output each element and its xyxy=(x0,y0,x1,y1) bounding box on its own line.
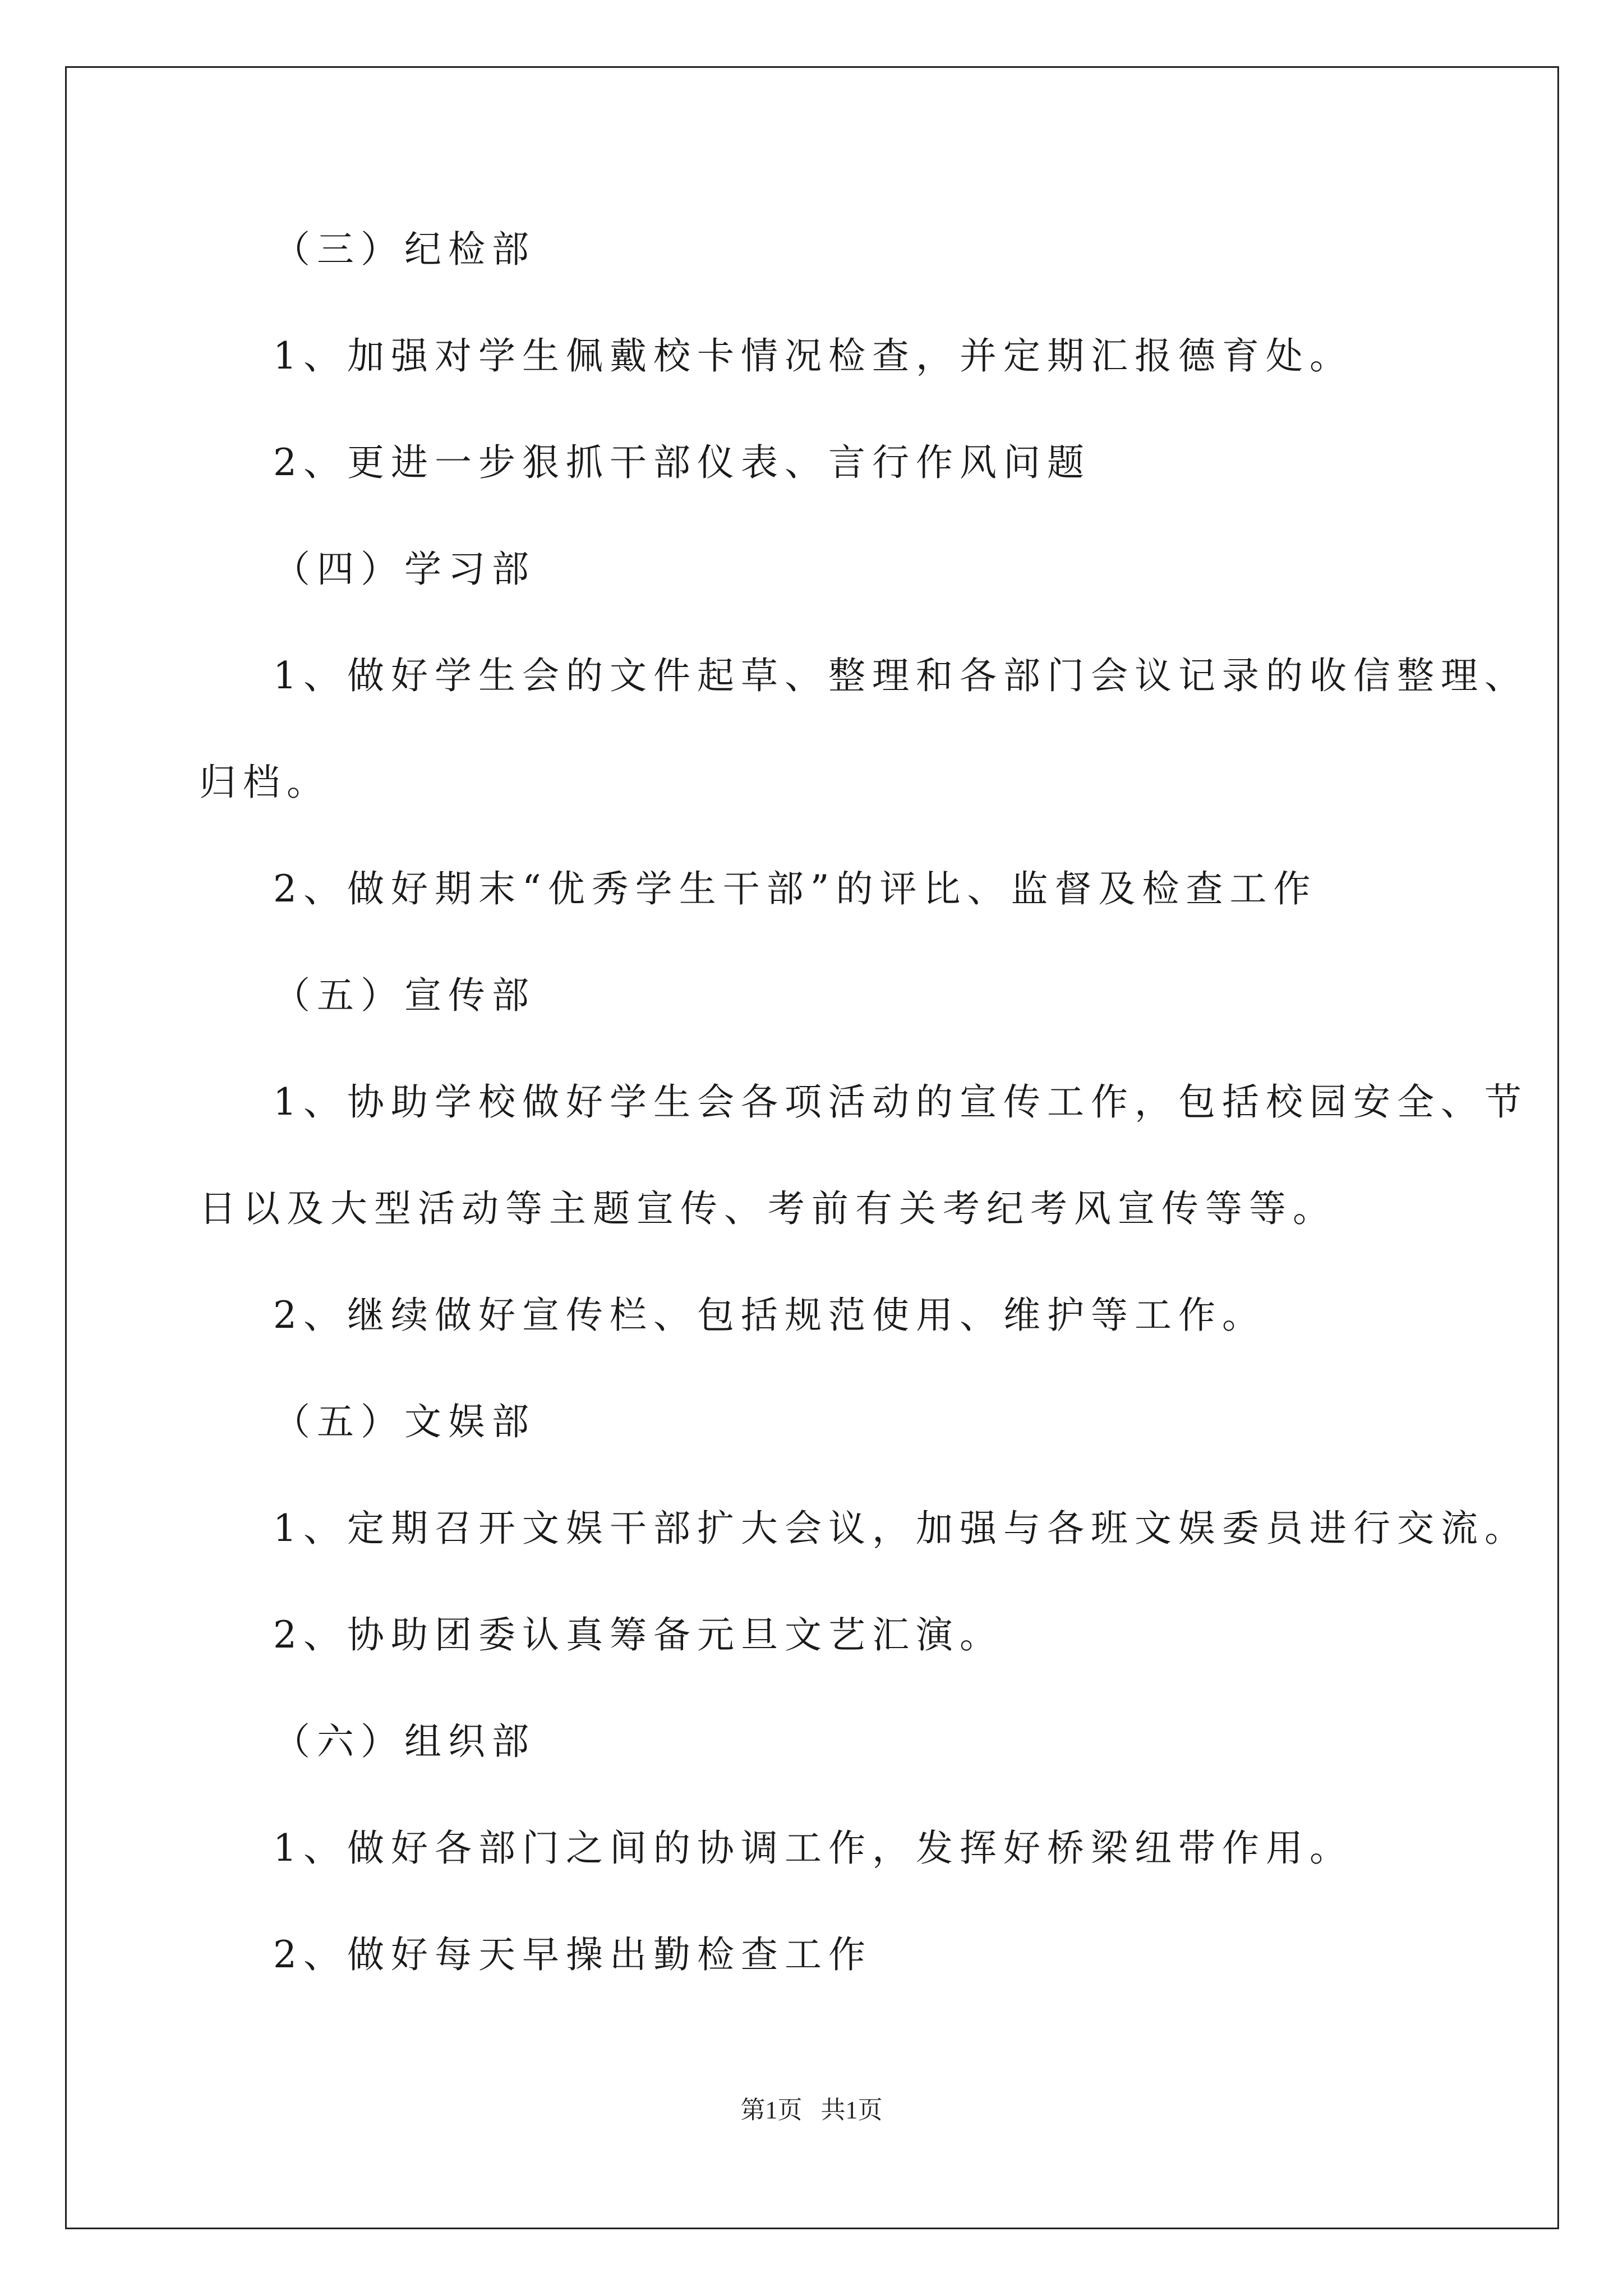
list-item: 1、定期召开文娱干部扩大会议，加强与各班文娱委员进行交流。 xyxy=(273,1507,1528,1550)
list-item: 2、做好每天早操出勤检查工作 xyxy=(273,1933,872,1976)
list-item: 2、更进一步狠抓干部仪表、言行作风问题 xyxy=(273,441,1091,484)
list-item: 2、继续做好宣传栏、包括规范使用、维护等工作。 xyxy=(273,1294,1266,1337)
list-item: 2、做好期末“优秀学生干部”的评比、监督及检查工作 xyxy=(273,867,1317,910)
list-item: 1、协助学校做好学生会各项活动的宣传工作，包括校园安全、节 xyxy=(273,1080,1528,1124)
section-heading-discipline: （三）纪检部 xyxy=(273,228,536,271)
page-footer: 第1页 共1页 xyxy=(740,2096,883,2124)
page-border xyxy=(65,66,1559,2229)
list-item: 1、做好学生会的文件起草、整理和各部门会议记录的收信整理、 xyxy=(273,654,1528,697)
list-item-continuation: 日以及大型活动等主题宣传、考前有关考纪考风宣传等等。 xyxy=(199,1187,1336,1230)
list-item-continuation: 归档。 xyxy=(199,761,330,804)
section-heading-entertainment: （五）文娱部 xyxy=(273,1400,536,1443)
list-item: 2、协助团委认真筹备元旦文艺汇演。 xyxy=(273,1613,1003,1657)
section-heading-publicity: （五）宣传部 xyxy=(273,974,536,1017)
list-item: 1、做好各部门之间的协调工作，发挥好桥梁纽带作用。 xyxy=(273,1826,1353,1870)
section-heading-organization: （六）组织部 xyxy=(273,1720,536,1763)
section-heading-study: （四）学习部 xyxy=(273,547,536,591)
list-item: 1、加强对学生佩戴校卡情况检查，并定期汇报德育处。 xyxy=(273,334,1353,378)
